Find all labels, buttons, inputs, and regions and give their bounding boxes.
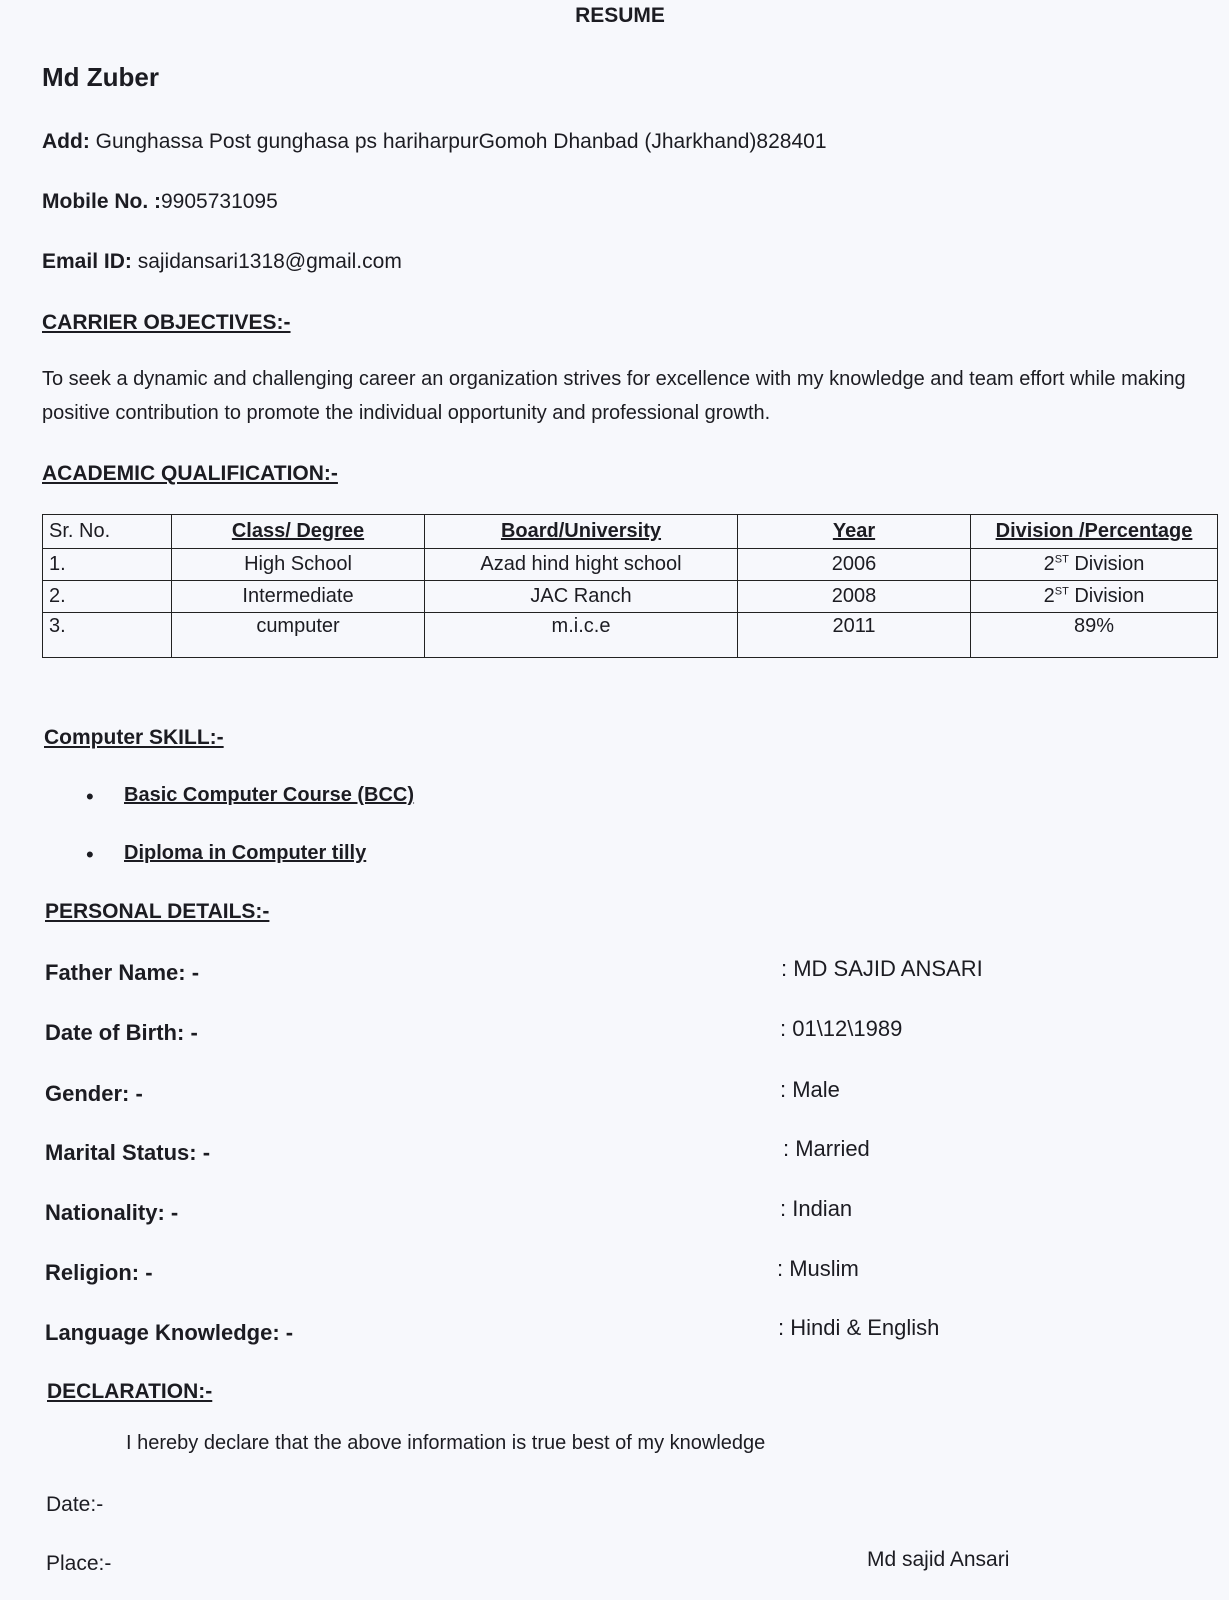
address-line	[42, 130, 827, 154]
cell-board: Azad hind hight school	[425, 549, 738, 581]
personal-label-nationality: Nationality: -	[45, 1200, 179, 1225]
personal-value-religion: : Muslim	[777, 1256, 859, 1281]
address-value: Gunghassa Post gunghasa ps hariharpurGomoh Dhanbad (Jharkhand)828401	[95, 130, 827, 153]
personal-value-gender: : Male	[780, 1077, 840, 1102]
bullet-icon: •	[86, 784, 94, 809]
personal-value-marital: : Married	[783, 1136, 870, 1161]
signature-name: Md sajid Ansari	[867, 1548, 1010, 1571]
table-row	[43, 581, 1218, 613]
academic-heading: ACADEMIC QUALIFICATION:-	[42, 462, 338, 485]
header-board-university: Board/University	[425, 515, 738, 549]
email-value: sajidansari1318@gmail.com	[137, 250, 402, 273]
personal-heading: PERSONAL DETAILS:-	[45, 900, 270, 923]
personal-value-dob: : 01\12\1989	[780, 1016, 903, 1041]
cell-board: JAC Ranch	[425, 581, 738, 613]
cell-sr: 1.	[43, 549, 172, 581]
cell-year: 2011	[738, 613, 971, 658]
header-year: Year	[738, 515, 971, 549]
skills-heading: Computer SKILL:-	[44, 726, 224, 749]
mobile-label: Mobile No. :	[42, 190, 161, 213]
header-division-percentage: Division /Percentage	[971, 515, 1218, 549]
personal-label-father: Father Name: -	[45, 960, 200, 985]
cell-board: m.i.c.e	[425, 613, 738, 658]
division-text: Division	[1068, 585, 1145, 607]
personal-label-dob: Date of Birth: -	[45, 1020, 198, 1045]
mobile-value: 9905731095	[161, 190, 278, 213]
academic-table	[42, 514, 1218, 658]
cell-degree: High School	[172, 549, 425, 581]
email-line	[42, 250, 402, 274]
personal-value-language: : Hindi & English	[778, 1315, 940, 1340]
division-number: 89%	[1073, 615, 1115, 637]
personal-label-language: Language Knowledge: -	[45, 1320, 294, 1345]
objective-text: To seek a dynamic and challenging career an organization strives for excellence with my knowledge and team effort while making positive contribution to promote the individual opportunity and professional growth.	[42, 368, 1186, 424]
candidate-name: Md Zuber	[42, 62, 159, 92]
mobile-line	[42, 190, 278, 214]
personal-value-father: : MD SAJID ANSARI	[781, 956, 983, 981]
email-label: Email ID:	[42, 250, 132, 273]
table-row	[43, 549, 1218, 581]
cell-year: 2008	[738, 581, 971, 613]
cell-sr: 2.	[43, 581, 172, 613]
cell-sr: 3.	[43, 613, 172, 658]
address-label: Add:	[42, 130, 90, 153]
cell-year: 2006	[738, 549, 971, 581]
personal-label-religion: Religion: -	[45, 1260, 153, 1285]
personal-label-gender: Gender: -	[45, 1081, 143, 1106]
header-class-degree: Class/ Degree	[172, 515, 425, 549]
skill-item: Basic Computer Course (BCC)	[124, 784, 415, 806]
skill-item: Diploma in Computer tilly	[124, 842, 367, 864]
cell-degree: Intermediate	[172, 581, 425, 613]
division-text: Division	[1068, 553, 1145, 575]
header-sr-no: Sr. No.	[43, 515, 172, 549]
personal-value-nationality: : Indian	[780, 1196, 853, 1221]
division-number: 2	[1043, 553, 1055, 575]
cell-division	[971, 549, 1218, 581]
table-row	[43, 613, 1218, 658]
objective-heading: CARRIER OBJECTIVES:-	[42, 311, 291, 334]
cell-division	[971, 613, 1218, 658]
document-title: RESUME	[575, 4, 665, 27]
date-label: Date:-	[46, 1493, 104, 1516]
declaration-heading: DECLARATION:-	[47, 1380, 213, 1403]
bullet-icon: •	[86, 842, 94, 867]
cell-division	[971, 581, 1218, 613]
cell-degree: cumputer	[172, 613, 425, 658]
place-label: Place:-	[46, 1552, 112, 1575]
division-superscript: ST	[1054, 553, 1069, 566]
division-number: 2	[1043, 585, 1055, 607]
declaration-text: I hereby declare that the above information is true best of my knowledge	[126, 1432, 766, 1454]
personal-label-marital: Marital Status: -	[45, 1140, 211, 1165]
table-header-row	[43, 515, 1218, 549]
division-superscript: ST	[1054, 585, 1069, 598]
